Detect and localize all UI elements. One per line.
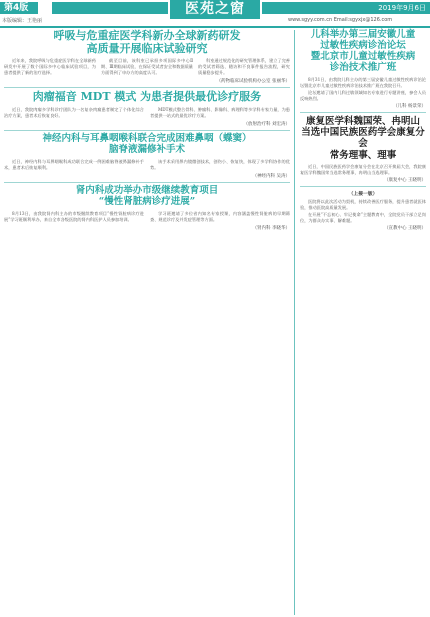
article-headline-2: 高质量开展临床试验研究	[86, 41, 208, 55]
article-body	[300, 199, 426, 224]
byline: （康复中心 王晓明）	[384, 178, 426, 184]
paragraph: 8月31日，由我院儿科主办的第三届安徽儿童过敏性疾病诊治论坛暨北京市儿童过敏性疾病诊治技术推广班在我院召开。	[300, 76, 426, 88]
article-sarcoma-mdt	[4, 91, 290, 127]
byline: （儿科 杨景荣）	[393, 103, 426, 109]
paragraph: 该手术采用鼻内镜微创技术，创伤小、恢复快，体现了多学科协作的优势。	[150, 158, 290, 170]
byline: （药物临床试验机构办公室 张丽华）	[216, 79, 290, 85]
article-headline: 肾内科成功举办市级继续教育项目	[75, 184, 219, 196]
article-body	[300, 164, 426, 176]
section-title: 医苑之窗	[170, 0, 260, 19]
editor-credit: 本版编辑：王艳丽	[2, 18, 43, 24]
article-clinical-trials	[4, 30, 290, 84]
article-headline: 神经内科与耳鼻咽喉科联合完成困难鼻咽（蝶窦）	[42, 132, 252, 144]
page-tag: 第4版	[0, 2, 38, 14]
right-column	[300, 30, 426, 231]
separator	[4, 87, 290, 88]
separator	[300, 186, 426, 187]
article-rehab-appointment	[300, 116, 426, 184]
byline: （放射治疗科 刘宏涛）	[243, 121, 290, 127]
byline: （宣教中心 王晓明）	[384, 226, 426, 232]
article-headline-2: “慢性肾脏病诊疗进展”	[98, 195, 196, 207]
article-headline-2: 当选中国民族医药学会康复分会	[301, 127, 425, 150]
paragraph: 近年来，我院呼吸与危重症医学科在全球新药研发中开展了数个国际多中心临床试验项目，为患者提供了新的治疗选择。	[4, 58, 96, 76]
article-body	[4, 58, 290, 77]
site-email: www.sgyy.com.cn Email:sgyxjx@126.com	[288, 17, 393, 23]
continued-marker: （上接一版）	[348, 191, 378, 198]
paragraph: 学习班邀请了多位省内知名专家授课，内容涵盖慢性肾脏病的早期筛查、规范诊疗及并发症管理等方面。	[150, 210, 290, 222]
article-headline-2: 过敏性疾病诊治论坛	[320, 39, 406, 51]
byline: （神经内科 吴涛）	[252, 173, 290, 179]
paragraph: 截至目前，该科室已承担多项国际多中心Ⅱ期、Ⅲ期临床试验，在保证受试者安全和数据质量方面得到了申办方的高度认可。	[101, 58, 193, 76]
article-headline: 呼吸与危重症医学科新办全球新药研发	[53, 29, 241, 42]
paragraph: 近日，中国民族医药学会康复分会在北京召开换届大会，我院康复医学科魏国荣当选常务理事，冉明山当选理事。	[300, 164, 426, 176]
paragraph: MDT模式整合骨科、肿瘤科、影像科、病理科等多学科专家力量，为患者提供一站式的最优诊疗方案。	[150, 106, 290, 118]
article-headline: 肉瘤福音 MDT 模式 为患者提供最优诊疗服务	[32, 90, 262, 104]
article-body	[4, 159, 290, 172]
article-headline-3: 常务理事、理事	[329, 149, 397, 161]
paragraph: 论坛邀请了国内儿科过敏领域知名专家进行专题讲座，参会人员反响热烈。	[300, 89, 426, 101]
masthead-rule	[0, 26, 430, 28]
separator	[4, 130, 290, 131]
paragraph: 医院将以此次活动为契机，持续改善医疗服务，提升患者就医体验，推动医院高质量发展。	[300, 199, 426, 211]
paragraph: 近日，神经内科与耳鼻咽喉科成功联合完成一例困难脑脊液鼻漏修补手术，患者术后恢复顺利。	[4, 158, 144, 170]
article-headline: 康复医学科魏国荣、冉明山	[305, 115, 420, 127]
paragraph: 近日，我院肉瘤多学科诊疗团队为一名复杂肉瘤患者制定了个体化综合治疗方案，患者术后恢复良好。	[4, 106, 144, 118]
article-continued	[300, 190, 426, 231]
separator	[4, 182, 290, 183]
article-csf-leak	[4, 134, 290, 179]
masthead-band-right	[262, 2, 430, 14]
paragraph: 科室通过规范化的研究管理体系，建立了完善的受试者筛选、随访和不良事件报告流程，研究质量稳步提升。	[198, 58, 290, 76]
article-headline-2: 脑脊液漏修补手术	[108, 143, 185, 155]
article-nephrology-cme	[4, 186, 290, 231]
article-body	[300, 77, 426, 102]
issue-date: 2019年9月6日	[378, 4, 426, 12]
article-body	[4, 211, 290, 224]
column-divider	[294, 30, 295, 615]
separator	[300, 112, 426, 113]
article-headline-4: 诊治技术推广班	[329, 61, 397, 73]
article-pediatric-allergy	[300, 30, 426, 109]
paragraph: 在开展“不忘初心、牢记使命”主题教育中，全院党员干部立足岗位，为群众办实事、解难题。	[300, 212, 426, 224]
article-headline-3: 暨北京市儿童过敏性疾病	[310, 50, 416, 62]
byline: （肾内科 李晓华）	[252, 225, 290, 231]
paragraph: 8月13日，由我院肾内科主办的市级继续教育项目“慢性肾脏病诊疗进展”学习班顺利举办，来自全市各级医院的肾内科医护人员参加培训。	[4, 210, 144, 222]
article-body	[4, 107, 290, 120]
left-column	[4, 30, 290, 231]
masthead-band-left	[52, 2, 168, 14]
article-headline: 儿科举办第三届安徽儿童	[310, 29, 416, 40]
